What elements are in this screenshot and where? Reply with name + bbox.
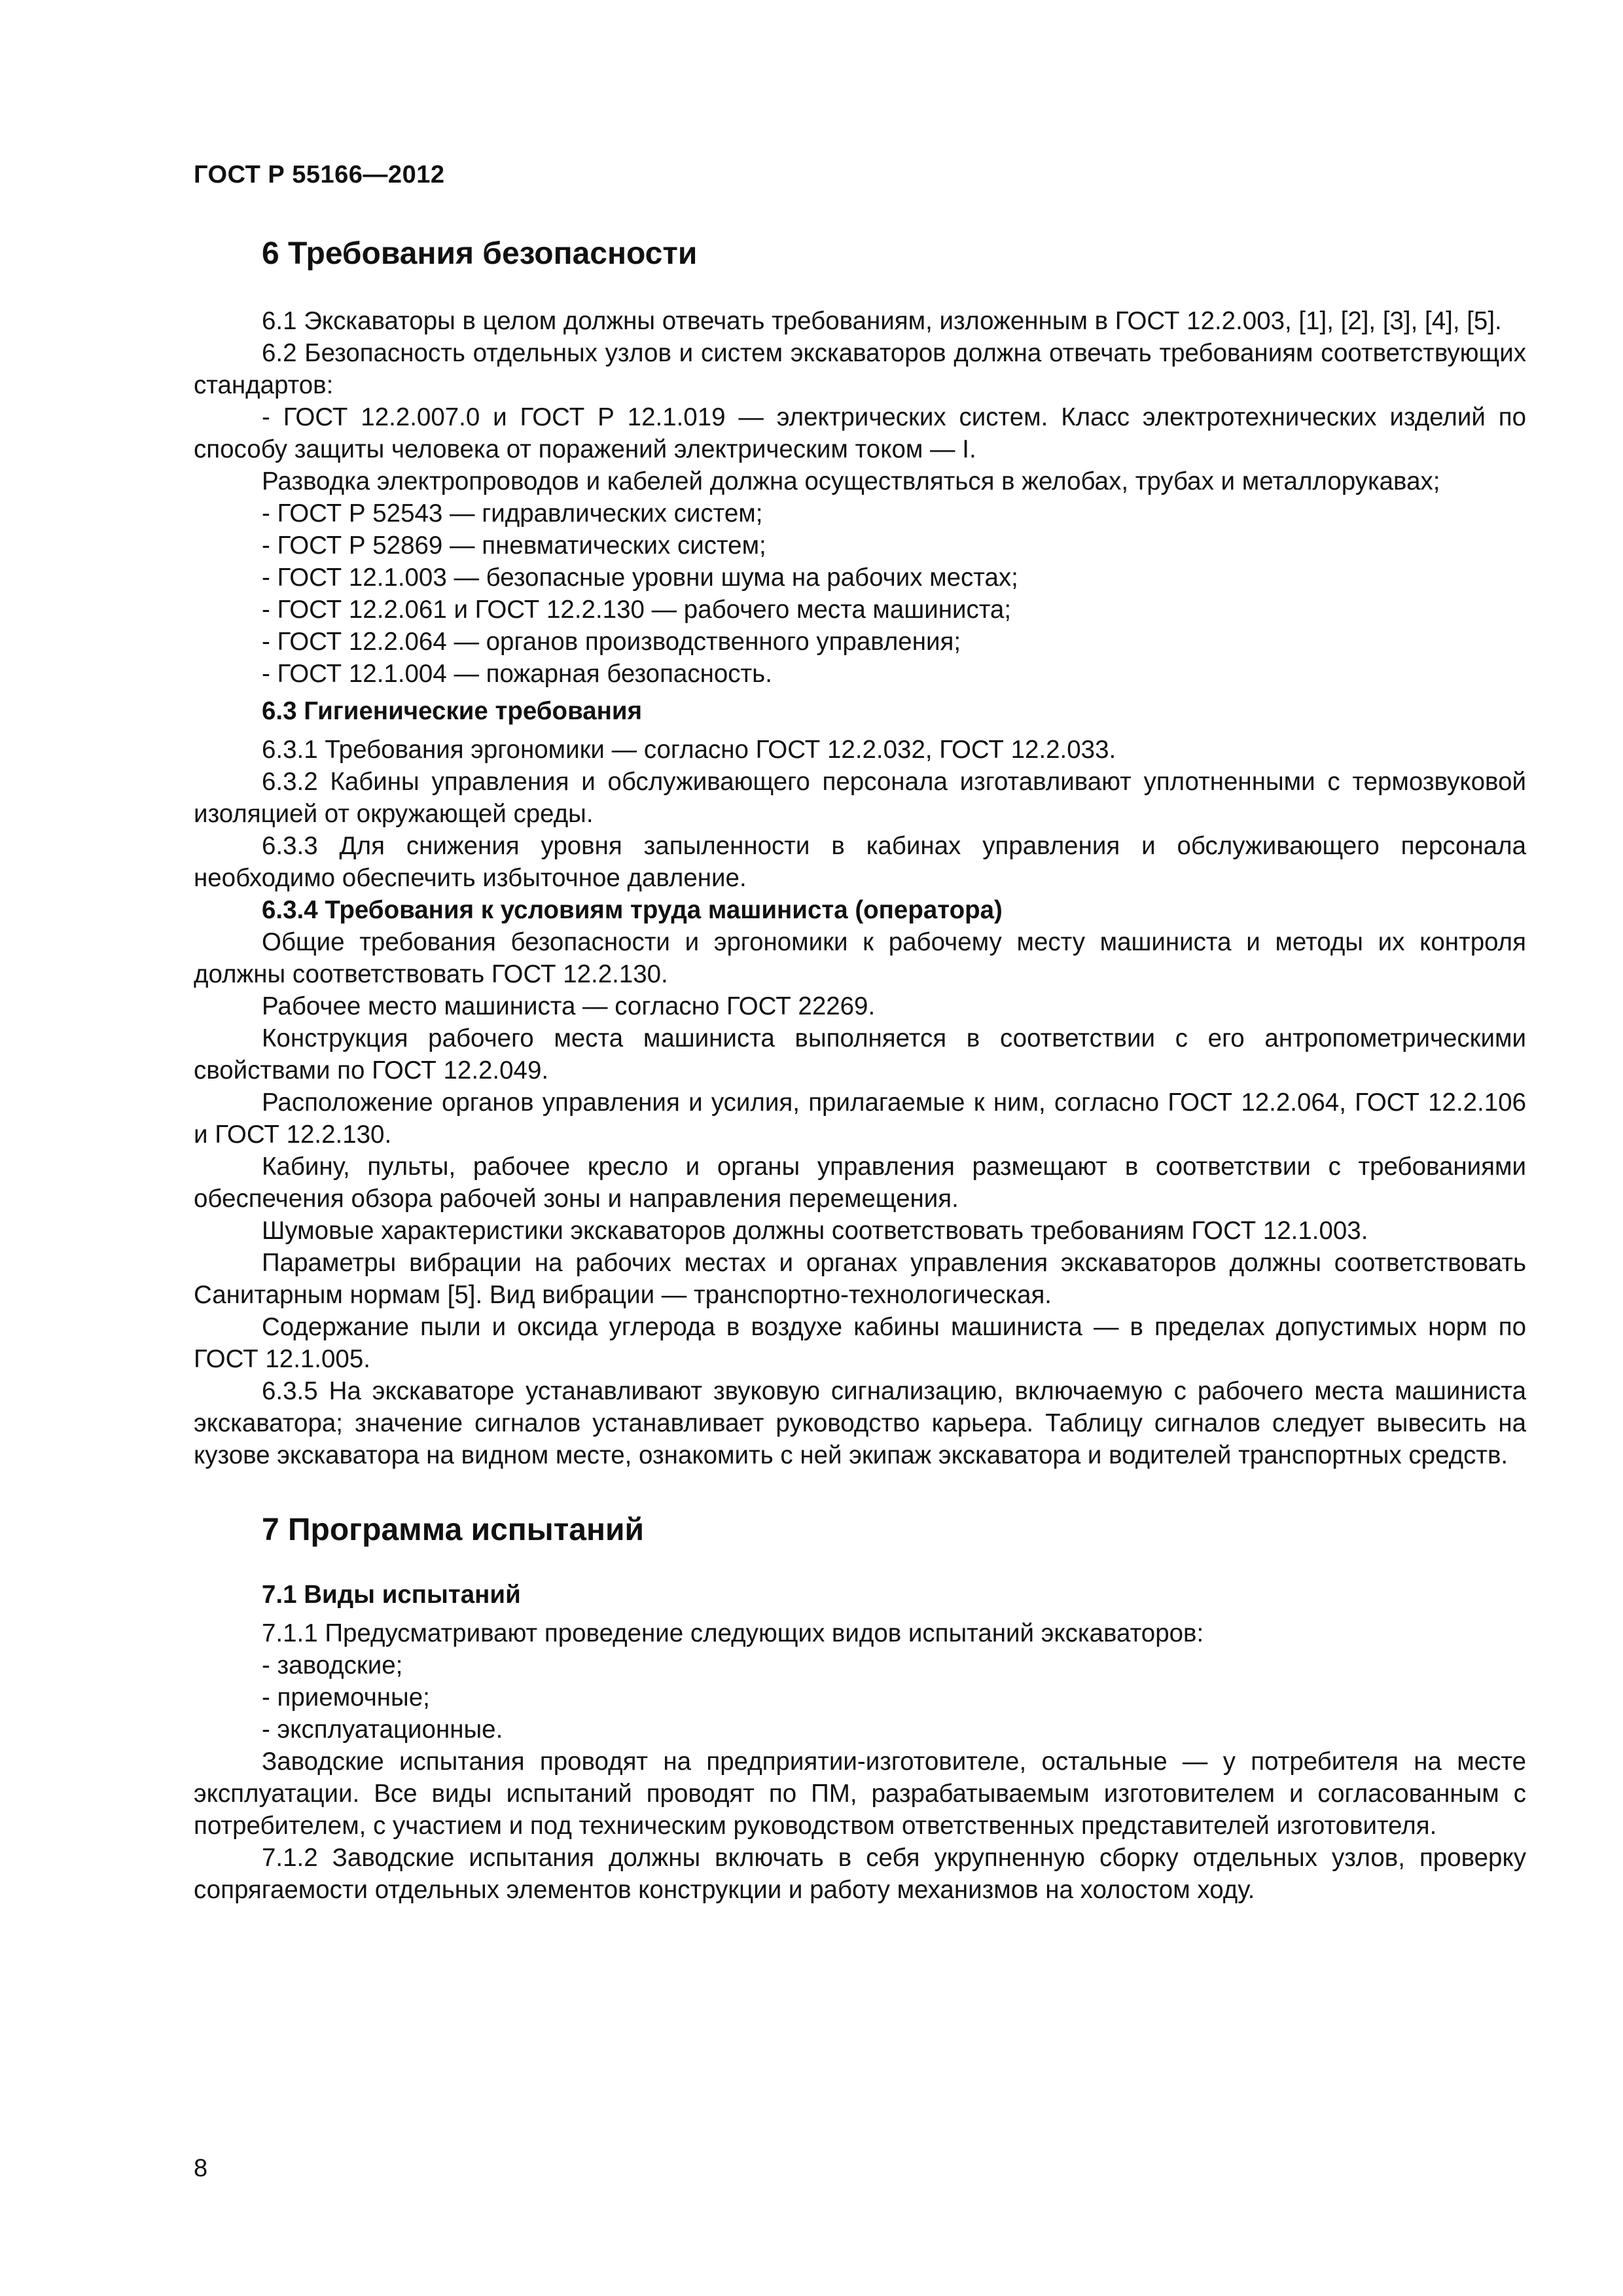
paragraph: Шумовые характеристики экскаваторов должны соответствовать требованиям ГОСТ 12.1.003.: [262, 1217, 1368, 1245]
section-6-title: 6 Требования безопасности: [262, 236, 698, 271]
list-item: - ГОСТ 12.1.003 — безопасные уровни шума на рабочих местах;: [262, 564, 1018, 592]
list-item: Разводка электропроводов и кабелей должна осуществляться в желобах, трубах и металлорукавах;: [262, 467, 1440, 495]
list-item: - ГОСТ 12.2.064 — органов производственного управления;: [262, 628, 961, 656]
paragraph-7-1-1: 7.1.1 Предусматривают проведение следующих видов испытаний экскаваторов:: [262, 1619, 1204, 1647]
list-item: - ГОСТ 12.2.007.0 и ГОСТ Р 12.1.019 — электрических систем. Класс электротехнических изделий по способу защиты человека от поражений электрическим током — I.: [194, 403, 1526, 463]
paragraph-6-3-1: 6.3.1 Требования эргономики — согласно ГОСТ 12.2.032, ГОСТ 12.2.033.: [262, 736, 1116, 764]
paragraph-6-2: 6.2 Безопасность отдельных узлов и систем экскаваторов должна отвечать требованиям соответствующих стандартов:: [194, 339, 1526, 399]
subsection-6-3-title: 6.3 Гигиенические требования: [262, 697, 643, 725]
paragraph: Параметры вибрации на рабочих местах и органах управления экскаваторов должны соответствовать Санитарным нормам [5]. Вид вибрации — транспортно-технологическая.: [194, 1249, 1526, 1309]
list-item: - ГОСТ 12.2.061 и ГОСТ 12.2.130 — рабочего места машиниста;: [262, 596, 1012, 624]
paragraph: Кабину, пульты, рабочее кресло и органы управления размещают в соответствии с требованиями обеспечения обзора рабочей зоны и направления перемещения.: [194, 1153, 1526, 1213]
list-item: - ГОСТ 12.1.004 — пожарная безопасность.: [262, 660, 772, 688]
paragraph: Общие требования безопасности и эргономики к рабочему месту машиниста и методы их контроля должны соответствовать ГОСТ 12.2.130.: [194, 928, 1526, 988]
paragraph: Расположение органов управления и усилия, прилагаемые к ним, согласно ГОСТ 12.2.064, ГОСТ 12.2.106 и ГОСТ 12.2.130.: [194, 1088, 1526, 1149]
paragraph-6-3-2: 6.3.2 Кабины управления и обслуживающего персонала изготавливают уплотненными с термозвуковой изоляцией от окружающей среды.: [194, 768, 1526, 828]
paragraph: Содержание пыли и оксида углерода в воздухе кабины машиниста — в пределах допустимых норм по ГОСТ 12.1.005.: [194, 1313, 1526, 1373]
page-number: 8: [194, 2155, 208, 2182]
list-item: - ГОСТ Р 52869 — пневматических систем;: [262, 531, 766, 560]
document-code: ГОСТ Р 55166—2012: [194, 161, 445, 188]
subsection-6-3-4-title: 6.3.4 Требования к условиям труда машиниста (оператора): [262, 896, 1003, 924]
paragraph-6-1: 6.1 Экскаваторы в целом должны отвечать требованиям, изложенным в ГОСТ 12.2.003, [1], [2], [3], [4], [5].: [262, 307, 1502, 335]
paragraph-6-3-5: 6.3.5 На экскаваторе устанавливают звуковую сигнализацию, включаемую с рабочего места машиниста экскаватора; значение сигналов устанавливает руководство карьера. Таблицу сигналов следует вывесить на кузове экскаватора на видном месте, ознакомить с ней экипаж экскаватора и водителей транспортных средств.: [194, 1377, 1526, 1469]
list-item: - приемочные;: [262, 1683, 430, 1712]
section-7-title: 7 Программа испытаний: [262, 1513, 644, 1547]
list-item: - ГОСТ Р 52543 — гидравлических систем;: [262, 499, 763, 528]
list-item: - заводские;: [262, 1651, 403, 1679]
paragraph: Конструкция рабочего места машиниста выполняется в соответствии с его антропометрическими свойствами по ГОСТ 12.2.049.: [194, 1024, 1526, 1085]
subsection-7-1-title: 7.1 Виды испытаний: [262, 1581, 521, 1609]
list-item: - эксплуатационные.: [262, 1715, 503, 1744]
paragraph: Рабочее место машиниста — согласно ГОСТ 22269.: [262, 992, 876, 1020]
paragraph-7-1-2: 7.1.2 Заводские испытания должны включать в себя укрупненную сборку отдельных узлов, проверку сопрягаемости отдельных элементов конструкции и работу механизмов на холостом ходу.: [194, 1844, 1526, 1904]
paragraph-6-3-3: 6.3.3 Для снижения уровня запыленности в кабинах управления и обслуживающего персонала необходимо обеспечить избыточное давление.: [194, 832, 1526, 892]
paragraph-tests: Заводские испытания проводят на предприятии-изготовителе, остальные — у потребителя на месте эксплуатации. Все виды испытаний проводят по ПМ, разрабатываемым изготовителем и согласованным с потребителем, с участием и под техническим руководством ответственных представителей изготовителя.: [194, 1748, 1526, 1840]
page-content: [194, 223, 1526, 1906]
